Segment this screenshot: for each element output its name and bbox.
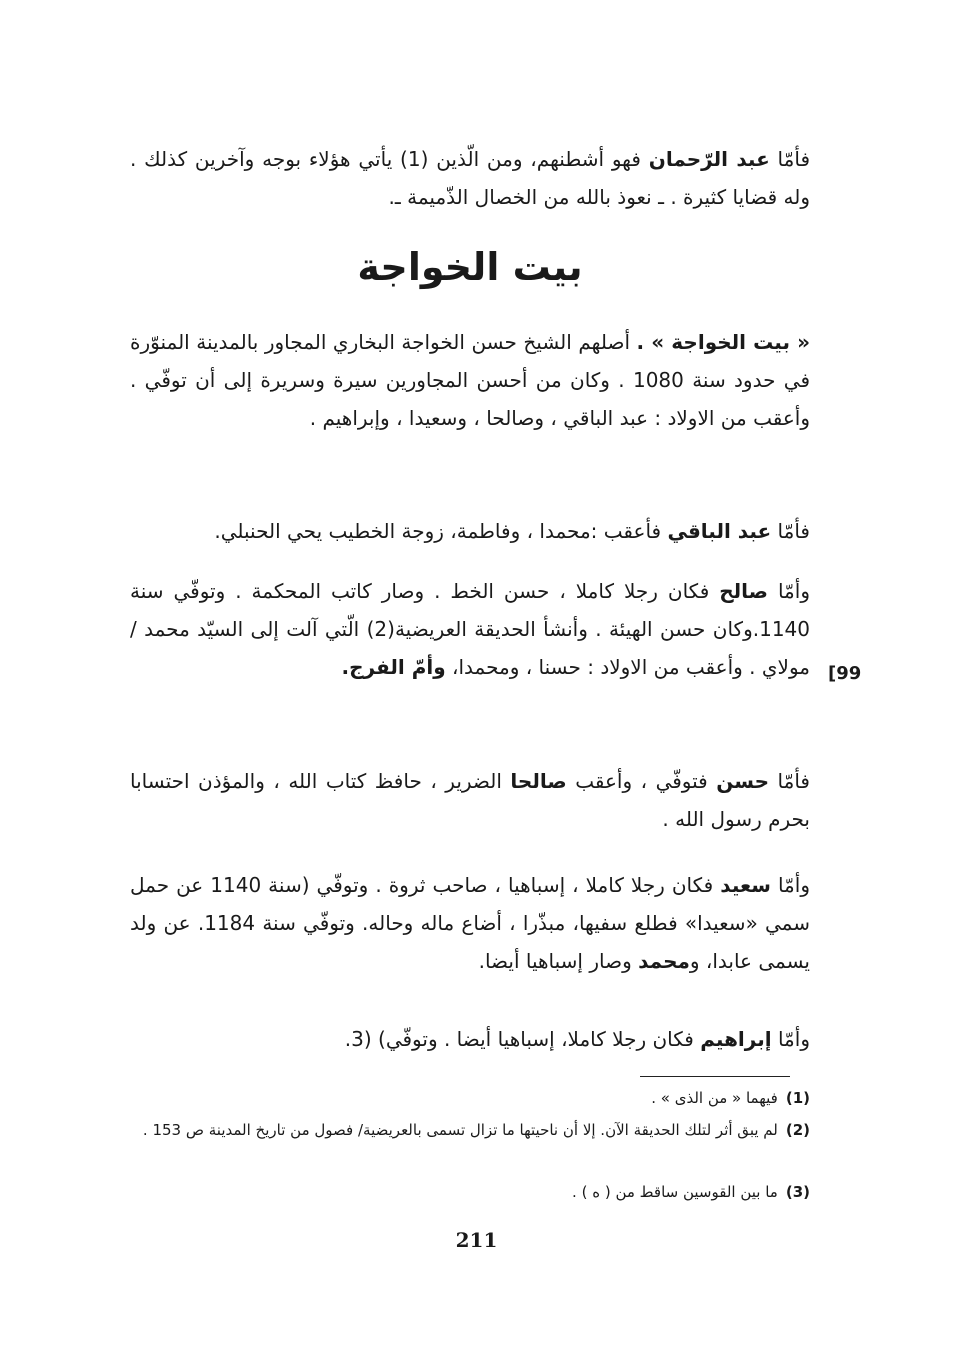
person-name: حسن: [716, 769, 770, 793]
footnote-text: لم يبق أثر لتلك الحديقة الآن. إلا أن ناحيتها ما تزال تسمى بالعريضية/ فصول من تاريخ المدينة ص 153 .: [142, 1121, 778, 1139]
footnote-1: [130, 1086, 810, 1110]
person-name: عبد الباقي: [667, 519, 772, 543]
intro-paragraph: [130, 140, 810, 216]
paragraph-text-mid: فتوفّي ، وأعقب: [566, 769, 717, 793]
footnote-text: فيهما « من الذى » .: [651, 1089, 778, 1107]
footnote-mark: (3): [785, 1183, 810, 1201]
footnote-mark: (1): [785, 1089, 810, 1107]
paragraph-lead: فأمّا: [769, 769, 810, 793]
paragraph-text: الضرير ، حافظ كتاب الله ، والمؤذن احتسابا بحرم رسول الله .: [130, 769, 810, 831]
person-name: إبراهيم: [700, 1027, 772, 1051]
paragraph-text-end: وصار إسباهيا أيضا.: [478, 949, 639, 973]
person-name: صالح: [719, 579, 768, 603]
paragraph-text: فأعقب :محمدا ، وفاطمة، زوجة الخطيب يحي الحنبلي.: [214, 519, 668, 543]
person-name-end: وأمّ الفرج.: [341, 655, 446, 679]
paragraph-text: أصلهم الشيخ حسن الخواجة البخاري المجاور بالمدينة المنوّرة في حدود سنة 1080 . وكان من أحسن المجاورين سيرة وسريرة إلى أن توفّي . وأعقب من الاولاد : عبد الباقي ، وصالحا ، وسعيدا ، وإبراهيم .: [130, 330, 811, 430]
family-name: « بيت الخواجة » .: [636, 330, 810, 354]
footnote-mark: (2): [785, 1121, 810, 1139]
paragraph-text: فكان رجلا كاملا ، إسباهيا ، صاحب ثروة . وتوفّي (سنة 1140 عن حمل سمي «سعيدا» فطلع سفيها، مبذّرا ، أضاع ماله وحاله. وتوفّي سنة 1184. عن ولد يسمى عابدا، و: [130, 873, 811, 973]
margin-page-number: [99: [828, 663, 862, 684]
intro-name: عبد الرّحمان: [648, 147, 770, 171]
paragraph-abd-albaqi: [130, 512, 810, 550]
section-heading: بيت الخواجة: [357, 245, 583, 289]
paragraph-lead: فأمّا: [771, 519, 810, 543]
footnote-3: [130, 1180, 810, 1204]
paragraph-said: [130, 866, 810, 980]
paragraph-text: فكان رجلا كاملا، إسباهيا أيضا . وتوفّي) (3.: [344, 1027, 701, 1051]
paragraph-lead: وأمّا: [768, 579, 810, 603]
paragraph-hasan: [130, 762, 810, 838]
footnote-text: ما بين القوسين ساقط من ( ه ) .: [572, 1183, 778, 1201]
paragraph-salih: [130, 572, 810, 686]
person-name: سعيد: [720, 873, 771, 897]
footnote-2: [130, 1118, 810, 1142]
person-name-2: محمد: [638, 949, 690, 973]
paragraph-lead: وأمّا: [771, 1027, 810, 1051]
intro-text-pre: فأمّا: [769, 147, 811, 171]
footnote-separator: [640, 1076, 790, 1077]
paragraph-family-origin: [130, 323, 810, 437]
paragraph-lead: وأمّا: [770, 873, 810, 897]
paragraph-ibrahim: [130, 1020, 810, 1058]
person-name-2: صالحا: [510, 769, 567, 793]
page-number: 211: [455, 1228, 498, 1252]
intro-text: فهو أشطنهم، ومن الّذين (1) يأتي هؤلاء بوجه وآخرين كذلك . وله قضايا كثيرة . ـ نعوذ بالله من الخصال الذّميمة ـ.: [130, 147, 810, 209]
paragraph-text: فكان رجلا كاملا ، حسن الخط . وصار كاتب المحكمة . وتوفّي سنة 1140.وكان حسن الهيئة . وأنشأ الحديقة العريضية(2) الّتي آلت إلى السيّد محمد / مولاي . وأعقب من الاولاد : حسنا ، ومحمدا،: [130, 579, 810, 679]
